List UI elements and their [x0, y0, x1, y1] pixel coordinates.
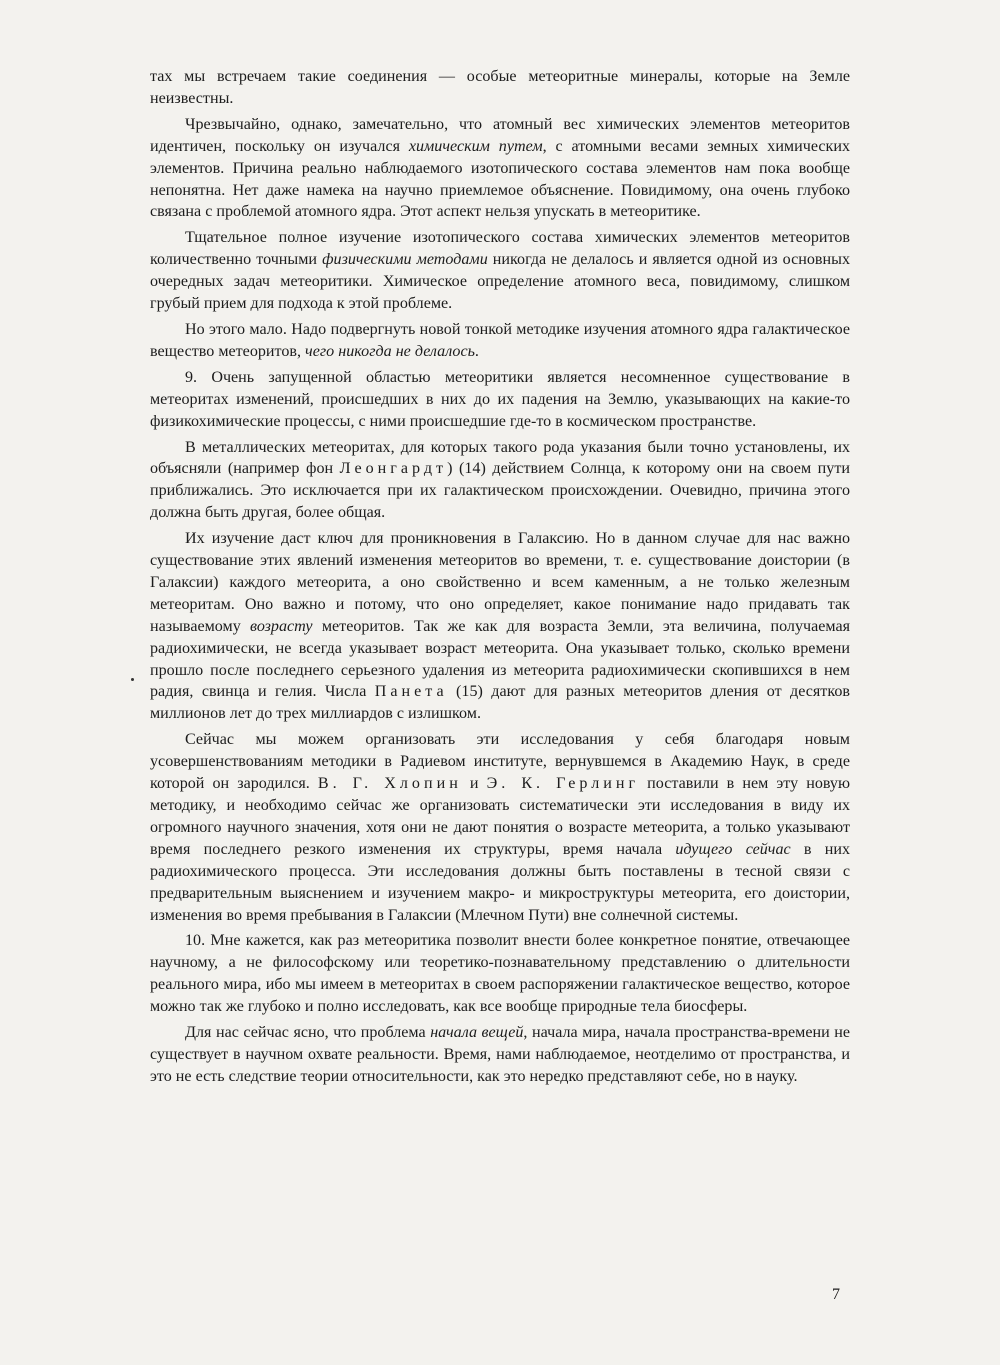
italic-text: физическими методами [322, 251, 488, 269]
text-run: метеоритов. Так же как для возраста Земли, эта величина, получаемая радиохимически, не всегда указывает возраст метеорита. Она указывает только, сколько времени прошло после последнего серьезного удаления из метеорита радиохимически скопившихся в нем радия, свинца и гелия. Числа [150, 617, 850, 701]
spaced-name: Панета [374, 683, 448, 701]
text-run: 10. Мне кажется, как раз метеоритика позволит внести более конкретное понятие, отвечающее научному, а не философскому или теоретико-познавательному представлению о длительности реального мира, ибо мы имеем в метеоритах в своем распоряжении галактическое вещество, которое можно так же глубоко и полно исследовать, как все вообще природные тела биосферы. [150, 932, 850, 1016]
text-run: (15) дают для разных метеоритов дления от десятков миллионов лет до трех миллиардов с излишком. [150, 683, 850, 723]
paragraph [150, 930, 850, 1018]
text-run: ) (14) действием Солнца, к которому они на своем пути приближались. Это исключается при их галактическом происхождении. Очевидно, причина этого должна быть другая, более общая. [150, 460, 850, 522]
paragraph [150, 367, 850, 433]
paragraph [150, 729, 850, 926]
text-run: Для нас сейчас ясно, что проблема [185, 1024, 431, 1042]
paragraph [150, 319, 850, 363]
italic-text: химическим путем [408, 137, 543, 155]
text-run: Сейчас мы можем организовать эти исследования у себя благодаря новым усовершенствованиям методики в Радиевом институте, вернувшемся в Академию Наук, в среде которой он зародился. [150, 731, 850, 793]
italic-text: возрасту [250, 617, 313, 635]
text-run: и [461, 775, 487, 793]
text-run: Тщательное полное изучение изотопического состава химических элементов метеоритов количественно точными [150, 229, 850, 269]
text-run: , начала мира, начала пространства-времени не существует в научном охвате реальности. Время, нами наблюдаемое, неотделимо от пространства, и это не есть следствие теории относительности, как это нередко представляют себе, но в науку. [150, 1024, 850, 1085]
text-run: Но этого мало. Надо подвергнуть новой тонкой методике изучения атомного ядра галактическое вещество метеоритов, [150, 320, 850, 360]
document-page [150, 66, 850, 1092]
text-run: , с атомными весами земных химических элементов. Причина реально наблюдаемого изотопического состава элементов нам пока вообще непонятна. Нет даже намека на научно приемлемое объяснение. Повидимому, она очень глубоко связана с проблемой атомного ядра. Этот аспект нельзя упускать в метеоритике. [150, 137, 850, 221]
print-speck [131, 678, 134, 681]
paragraph [150, 1022, 850, 1088]
text-run: Чрезвычайно, однако, замечательно, что атомный вес химических элементов метеоритов идентичен, поскольку он изучался [150, 115, 850, 155]
spaced-name: Э. К. Герлинг [486, 775, 640, 793]
text-run: тах мы встречаем такие соединения — особые метеоритные минералы, которые на Земле неизвестны. [150, 68, 850, 107]
text-run: в них радиохимического процесса. Эти исследования должны быть поставлены в тесной связи с предварительным выяснением и изучением макро- и микроструктуры метеорита, его доистории, изменения во время пребывания в Галаксии (Млечном Пути) вне солнечной системы. [150, 840, 851, 924]
spaced-name: В. Г. Хлопин [317, 775, 462, 793]
text-run: 9. Очень запущенной областью метеоритики является несомненное существование в метеоритах изменений, происшедших в них до их падения на Землю, указывающих на какие-то физикохимические процессы, с ними происшедшие где-то в космическом пространстве. [150, 368, 850, 430]
page-number: 7 [832, 1286, 840, 1303]
spaced-name: Леонгардт [339, 460, 448, 478]
text-run: В металлических метеоритах, для которых такого рода указания были точно установлены, их объясняли (например фон [150, 438, 850, 478]
text-run: . [474, 342, 479, 360]
paragraph [150, 66, 850, 110]
text-run: поставили в нем эту новую методику, и необходимо сейчас же организовать систематически эти исследования в виду их огромного научного значения, хотя они не дают понятия о возрасте метеорита, а только указывают время последнего резкого изменения их структуры, время начала [150, 775, 850, 858]
italic-text: чего никогда не делалось [305, 342, 475, 360]
text-run: никогда не делалось и является одной из основных очередных задач метеоритики. Химическое определение атомного веса, повидимому, слишком грубый прием для подхода к этой проблеме. [150, 251, 851, 313]
italic-text: идущего сейчас [675, 840, 791, 858]
paragraph [150, 528, 850, 725]
paragraph [150, 227, 850, 315]
paragraph [150, 437, 850, 525]
italic-text: начала вещей [430, 1024, 524, 1042]
paragraph [150, 114, 850, 224]
text-run: Их изучение даст ключ для проникновения в Галаксию. Но в данном случае для нас важно существование этих явлений изменения метеоритов во времени, т. е. существование доистории (в Галаксии) каждого метеорита, а оно свойственно и всем каменным, а не только железным метеоритам. Оно важно и потому, что оно определяет, какое понимание надо придавать так называемому [150, 530, 850, 635]
